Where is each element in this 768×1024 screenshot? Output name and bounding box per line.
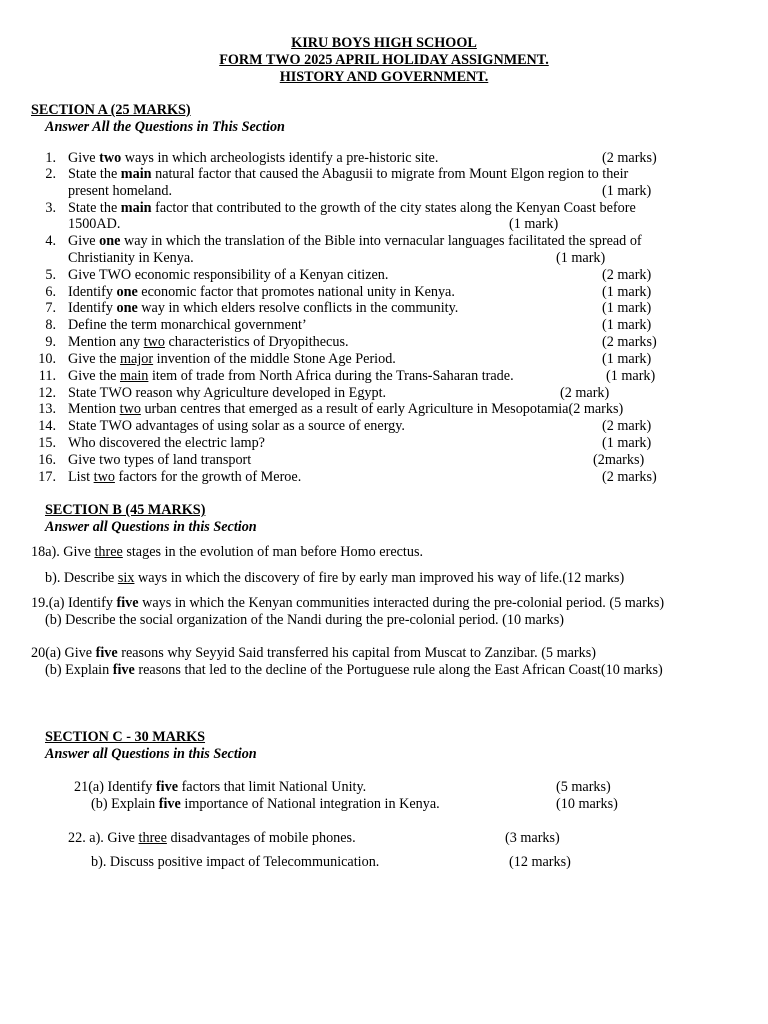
question-number: 1. [45, 150, 56, 166]
question-12: State TWO reason why Agriculture developed in Egypt. [68, 385, 387, 401]
question-17: List two factors for the growth of Meroe. [68, 469, 302, 485]
school-name: KIRU BOYS HIGH SCHOOL [291, 35, 477, 51]
question-2: State the main natural factor that caused the Abagusii to migrate from Mount Elgon region to their [68, 166, 629, 182]
question-3-continued: 1500AD. [68, 216, 121, 232]
question-7: Identify one way in which elders resolve conflicts in the community. [68, 300, 459, 316]
question-4: Give one way in which the translation of the Bible into vernacular languages facilitated the spread of [68, 233, 642, 249]
question-number: 14. [38, 418, 56, 434]
assignment-title: FORM TWO 2025 APRIL HOLIDAY ASSIGNMENT. [219, 52, 549, 68]
marks: (1 mark) [509, 216, 559, 232]
question-19a: 19.(a) Identify five ways in which the Kenyan communities interacted during the pre-colonial period. (5 marks) [31, 595, 665, 611]
question-number: 2. [45, 166, 56, 182]
question-1: Give two ways in which archeologists identify a pre-historic site. [68, 150, 439, 166]
marks: (2 mark) [560, 385, 610, 401]
question-18b: b). Describe six ways in which the discovery of fire by early man improved his way of life.(12 marks) [45, 570, 625, 586]
subject-title: HISTORY AND GOVERNMENT. [279, 69, 489, 85]
question-number: 13. [38, 401, 56, 417]
marks: (1 mark) [602, 300, 652, 316]
question-20a: 20(a) Give five reasons why Seyyid Said transferred his capital from Muscat to Zanzibar. (5 marks) [31, 645, 596, 661]
marks: (5 marks) [556, 779, 611, 795]
marks: (2 marks) [602, 334, 657, 350]
marks: (2 marks) [602, 150, 657, 166]
question-15: Who discovered the electric lamp? [68, 435, 265, 451]
question-number: 11. [38, 368, 56, 384]
question-22a: 22. a). Give three disadvantages of mobile phones. [68, 830, 356, 846]
marks: (12 marks) [509, 854, 571, 870]
question-number: 9. [45, 334, 56, 350]
question-11: Give the main item of trade from North Africa during the Trans-Saharan trade. [68, 368, 514, 384]
section-b-instruction: Answer all Questions in this Section [45, 519, 257, 535]
question-21a: 21(a) Identify five factors that limit National Unity. [74, 779, 367, 795]
marks: (1 mark) [602, 317, 652, 333]
marks: (1 mark) [556, 250, 606, 266]
question-number: 10. [38, 351, 56, 367]
marks: (1 mark) [602, 183, 652, 199]
question-8: Define the term monarchical government’ [68, 317, 307, 333]
question-number: 7. [45, 300, 56, 316]
question-number: 5. [45, 267, 56, 283]
question-2-continued: present homeland. [68, 183, 173, 199]
question-4-continued: Christianity in Kenya. [68, 250, 194, 266]
question-16: Give two types of land transport [68, 452, 252, 468]
question-number: 8. [45, 317, 56, 333]
question-14: State TWO advantages of using solar as a source of energy. [68, 418, 405, 434]
marks: (2marks) [593, 452, 645, 468]
marks: (2 mark) [602, 418, 652, 434]
question-10: Give the major invention of the middle Stone Age Period. [68, 351, 396, 367]
section-c-instruction: Answer all Questions in this Section [45, 746, 257, 762]
question-6: Identify one economic factor that promotes national unity in Kenya. [68, 284, 455, 300]
question-number: 6. [45, 284, 56, 300]
question-13: Mention two urban centres that emerged as a result of early Agriculture in Mesopotamia(2 marks) [68, 401, 624, 417]
section-b-title: SECTION B (45 MARKS) [45, 502, 206, 518]
marks: (1 mark) [602, 284, 652, 300]
question-number: 3. [45, 200, 56, 216]
question-number: 15. [38, 435, 56, 451]
question-number: 17. [38, 469, 56, 485]
marks: (2 mark) [602, 267, 652, 283]
question-9: Mention any two characteristics of Dryopithecus. [68, 334, 349, 350]
question-3: State the main factor that contributed to the growth of the city states along the Kenyan Coast before [68, 200, 636, 216]
question-21b: (b) Explain five importance of National integration in Kenya. [91, 796, 440, 812]
question-number: 16. [38, 452, 56, 468]
question-number: 12. [38, 385, 56, 401]
question-number: 4. [45, 233, 56, 249]
question-19b: (b) Describe the social organization of the Nandi during the pre-colonial period. (10 marks) [45, 612, 564, 628]
section-a-instruction: Answer All the Questions in This Section [45, 119, 285, 135]
marks: (1 mark) [606, 368, 656, 384]
marks: (1 mark) [602, 435, 652, 451]
question-20b: (b) Explain five reasons that led to the decline of the Portuguese rule along the East African Coast(10 marks) [45, 662, 663, 678]
marks: (2 marks) [602, 469, 657, 485]
question-22b: b). Discuss positive impact of Telecommunication. [91, 854, 380, 870]
section-c-title: SECTION C - 30 MARKS [45, 729, 206, 745]
section-a-title: SECTION A (25 MARKS) [31, 102, 191, 118]
question-18a: 18a). Give three stages in the evolution of man before Homo erectus. [31, 544, 424, 560]
question-5: Give TWO economic responsibility of a Kenyan citizen. [68, 267, 389, 283]
marks: (10 marks) [556, 796, 618, 812]
marks: (1 mark) [602, 351, 652, 367]
marks: (3 marks) [505, 830, 560, 846]
